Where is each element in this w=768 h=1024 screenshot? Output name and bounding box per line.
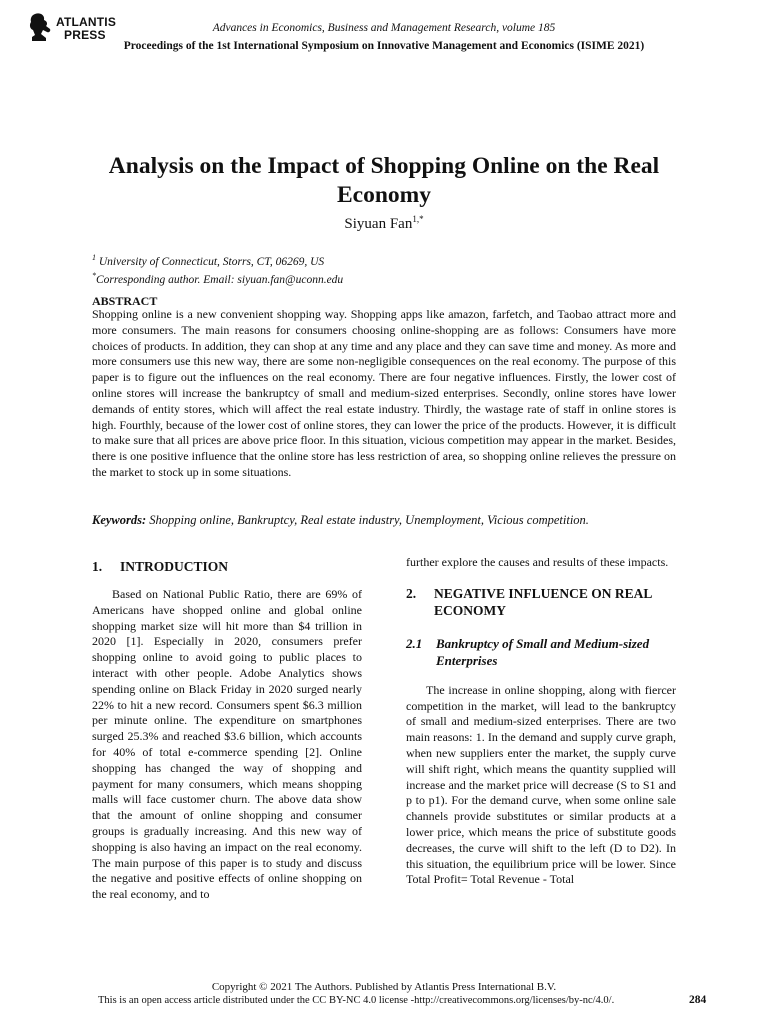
affiliations bbox=[92, 251, 343, 287]
left-column bbox=[92, 558, 362, 903]
logo-text-line1: ATLANTIS bbox=[56, 15, 117, 29]
author-name: Siyuan Fan bbox=[344, 216, 413, 232]
footer-copyright: Copyright © 2021 The Authors. Published by Atlantis Press International B.V. bbox=[211, 981, 557, 993]
corresponding-line bbox=[92, 269, 343, 287]
section-heading-introduction bbox=[92, 558, 362, 575]
section-number: 2. bbox=[406, 585, 417, 601]
subsection-title: Bankruptcy of Small and Medium-sized Enterprises bbox=[436, 635, 650, 668]
page-number: 284 bbox=[689, 994, 707, 1006]
section-number: 1. bbox=[92, 559, 103, 574]
introduction-paragraph: Based on National Public Ratio, there are 69% of Americans have shopped online and global online shopping market size will hit more than $4 trillion in 2020 [1]. Especially in 2020, consumers prefer shopping online to avoid going to public places to interact with other people. Adobe Analytics shows spending online on Black Friday in 2020 surged nearly 22% to hit a new record. Consumers spent $6.3 million per minute online. The expenditure on smartphones surged 25.3% and reached $3.6 billion, which accounts for 40% of total e-commerce spending [2]. Online shopping has changed the way of shopping and payment for many consumers, which means shopping malls will face customer churn. The above data show that the amount of online shopping and consumer groups is gradually increasing. And this new way of shopping is also having an impact on the real economy. The main purpose of this paper is to study and discuss the negative and positive effects of online shopping on the real economy, and to bbox=[92, 587, 362, 902]
introduction-continued-paragraph: further explore the causes and results of these impacts. bbox=[406, 555, 669, 569]
footer-license: This is an open access article distributed under the CC BY-NC 4.0 license -http://creativecommons.org/licenses/by-nc/4.0/. bbox=[98, 995, 615, 1006]
subsection-heading-bankruptcy bbox=[406, 635, 676, 669]
affiliation-line bbox=[92, 251, 343, 269]
right-column bbox=[406, 555, 676, 888]
author-line bbox=[0, 214, 768, 233]
corresponding-text: Corresponding author. Email: siyuan.fan@uconn.edu bbox=[96, 273, 344, 286]
keywords-label: Keywords: bbox=[92, 513, 147, 527]
section-title: INTRODUCTION bbox=[120, 559, 229, 574]
paper-title: Analysis on the Impact of Shopping Online on the Real Economy bbox=[108, 153, 660, 208]
corresponding-marker: * bbox=[92, 270, 96, 280]
keywords bbox=[92, 513, 692, 528]
affiliation-marker: 1 bbox=[92, 253, 96, 262]
logo-text-line2: PRESS bbox=[64, 28, 106, 42]
series-title: Advances in Economics, Business and Management Research, volume 185 bbox=[212, 22, 556, 34]
section-heading-negative-influence bbox=[406, 585, 676, 619]
affiliation-text: University of Connecticut, Storrs, CT, 06269, US bbox=[98, 255, 325, 268]
proceedings-title: Proceedings of the 1st International Symposium on Innovative Management and Economics (ISIME 2021) bbox=[123, 40, 645, 52]
section-title: NEGATIVE INFLUENCE ON REAL ECONOMY bbox=[434, 585, 652, 618]
subsection-number: 2.1 bbox=[406, 635, 423, 651]
author-affiliation-marker: 1,* bbox=[412, 214, 424, 224]
abstract-text: Shopping online is a new convenient shopping way. Shopping apps like amazon, farfetch, and Taobao attract more and more consumers. The main reasons for consumers choosing online-shopping are as follows: Consumers have more choices of products. In addition, they can shop at any time and any place and they can save time and money. As more and more consumers use this new way, there are some non-negligible consequences on the real economy. The purpose of this paper is to figure out the influences on the real economy. There are four negative influences. Firstly, the lower cost of online stores will increase the bankruptcy of small and medium-sized enterprises. Secondly, online stores have lower demands of entity stores, which will affect the real estate industry. Thirdly, the wastage rate of staff in online stores is high. Fourthly, because of the lower cost of online stores, they can lower the price of the products. However, it is difficult to make sure that all prices are above price floor. In this situation, vicious competition may appear in the market. Besides, there is one positive influence that the online store has less restriction of area, so shopping online relieves the pressure on the market to stock up in some situations. bbox=[92, 307, 676, 479]
abstract-heading: ABSTRACT bbox=[92, 294, 158, 308]
keywords-text: Shopping online, Bankruptcy, Real estate industry, Unemployment, Vicious competition. bbox=[149, 513, 589, 527]
bankruptcy-paragraph: The increase in online shopping, along with fiercer competition in the market, will lead to the bankruptcy of small and medium-sized enterprises. There are two main reasons: 1. In the demand and supply curve graph, when new suppliers enter the market, the supply curve will shift right, which means the quantity supplied will increase and the market price will decrease (S to S1 and p to p1). For the demand curve, when some online sale channels provide substitutes or similar products at a lower price, which means the price of substitute goods decreases, the curve will shift to the left (D to D2). In this situation, the equilibrium price will be lower. Since Total Profit= Total Revenue - Total bbox=[406, 682, 676, 887]
